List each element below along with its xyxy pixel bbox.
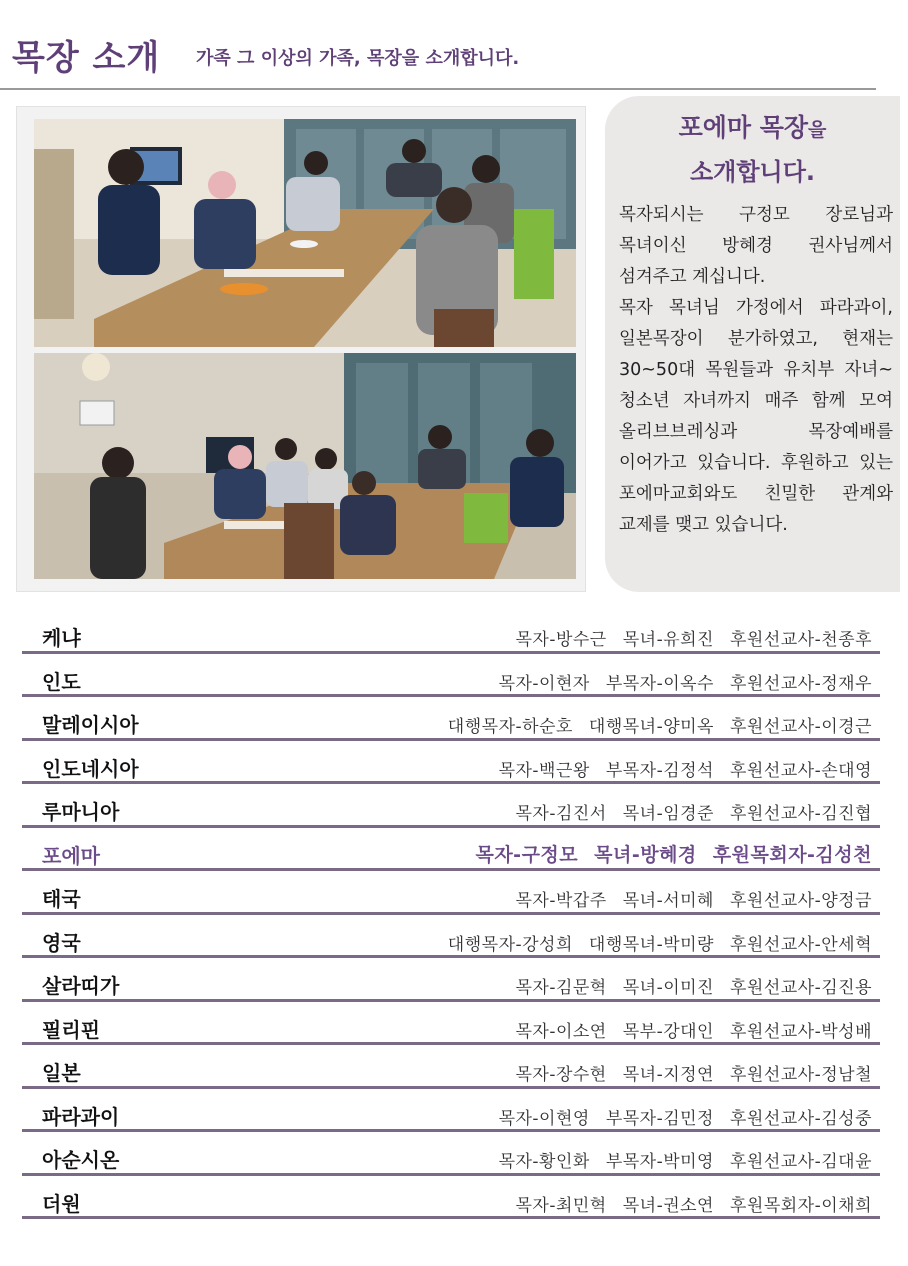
cell-roles (432, 930, 872, 955)
sponsor-missionary: 후원선교사-김대윤 (729, 1152, 872, 1172)
photo-frame (16, 106, 586, 592)
cell-row (22, 741, 880, 785)
cell-name: 영국 (42, 930, 81, 955)
page-header (0, 0, 908, 92)
sponsor-missionary: 후원선교사-정남철 (729, 1065, 872, 1085)
cell-row (22, 1176, 880, 1220)
cell-roles (499, 625, 872, 650)
gathering-photo-bottom (34, 353, 576, 579)
leader-role: 목녀-권소연 (622, 1195, 714, 1216)
cell-name: 케냐 (42, 626, 81, 650)
leader-role: 부목자-이옥수 (605, 673, 714, 694)
leader-role: 목녀-서미혜 (622, 891, 714, 911)
cell-name: 인도네시아 (42, 756, 139, 781)
sponsor-missionary: 후원선교사-박성배 (729, 1021, 872, 1042)
cell-name: 루마니아 (42, 800, 120, 824)
sponsor-missionary: 후원선교사-이경근 (729, 717, 872, 737)
leader-role: 부목자-김정석 (605, 760, 714, 781)
cell-name: 살라띠가 (42, 974, 120, 998)
leader-role: 대행목녀-양미옥 (588, 717, 714, 737)
cell-row (22, 1045, 880, 1089)
gathering-photo-top (34, 119, 576, 347)
page-title: 목장 소개 (12, 38, 161, 78)
cell-name: 아순시온 (42, 1148, 120, 1172)
sponsor-missionary: 후원선교사-정재우 (729, 673, 872, 694)
header-divider (0, 88, 876, 90)
poema-intro-card (605, 96, 900, 592)
cell-row (22, 1002, 880, 1046)
sponsor-missionary: 후원선교사-안세혁 (729, 934, 872, 955)
leader-role: 목녀-이미진 (622, 978, 714, 998)
cell-row (22, 1089, 880, 1133)
sponsor-missionary: 후원선교사-김진용 (729, 978, 872, 998)
leader-role: 목자-최민혁 (515, 1195, 607, 1216)
cell-row (22, 915, 880, 959)
sponsor-missionary: 후원선교사-김진협 (729, 804, 872, 824)
leader-role: 목녀-임경준 (622, 804, 714, 824)
cell-name: 포에마 (42, 843, 100, 868)
cell-name: 파라과이 (42, 1104, 120, 1129)
intro-heading-particle: 을 (808, 119, 827, 141)
leader-role: 대행목자-강성희 (447, 934, 573, 955)
leader-role: 목자-구정모 (475, 843, 579, 866)
intro-body (619, 200, 893, 541)
leader-role: 목자-김문혁 (515, 978, 607, 998)
cell-row (22, 1132, 880, 1176)
cell-roles (459, 840, 872, 867)
leader-role: 목자-이소연 (515, 1021, 607, 1042)
leader-role: 목녀-지정연 (622, 1065, 714, 1085)
cell-roles (499, 1191, 872, 1216)
sponsor-missionary: 후원선교사-천종후 (729, 630, 872, 650)
sponsor-missionary: 후원선교사-손대영 (729, 760, 872, 781)
leader-role: 목자-백근왕 (498, 760, 590, 781)
intro-paragraph-2: 목자 목녀님 가정에서 파라과이, 일본목장이 분가하였고, 현재는 30~50대 목원들과 유치부 자녀~청소년 자녀까지 매주 함께 모여 올리브브레싱과 목장예배를 이어가고 있습니다. 후원하고 있는 포에마교회와도 친밀한 관계와 교제를 맺고 있습니다. (619, 298, 893, 535)
leader-role: 부목자-박미영 (605, 1152, 714, 1172)
leader-role: 목자-장수현 (515, 1065, 607, 1085)
cell-roles (483, 669, 872, 694)
leader-role: 목자-이현영 (498, 1108, 590, 1129)
cell-row (22, 784, 880, 828)
leader-role: 목자-김진서 (515, 804, 607, 824)
cell-row (22, 871, 880, 915)
cell-roles (483, 1104, 872, 1129)
cell-name: 더원 (42, 1191, 81, 1216)
cell-group-list (22, 610, 880, 1219)
cell-name: 일본 (42, 1061, 81, 1085)
cell-name: 태국 (42, 887, 81, 911)
cell-roles (499, 799, 872, 824)
intro-heading-line2: 소개합니다. (689, 158, 816, 186)
cell-roles (432, 712, 872, 737)
intro-heading-main: 포에마 목장 (678, 113, 809, 142)
cell-row (22, 610, 880, 654)
leader-role: 목자-황인화 (498, 1152, 590, 1172)
cell-row (22, 828, 880, 872)
leader-role: 부목자-김민정 (605, 1108, 714, 1129)
leader-role: 목부-강대인 (622, 1021, 714, 1042)
cell-roles (483, 756, 872, 781)
leader-role: 대행목녀-박미량 (588, 934, 714, 955)
sponsor-missionary: 후원선교사-김성중 (729, 1108, 872, 1129)
cell-name: 말레이시아 (42, 713, 139, 737)
intro-heading (605, 108, 900, 144)
cell-name: 인도 (42, 669, 81, 694)
sponsor-missionary: 후원목회자-김성천 (712, 843, 872, 866)
cell-roles (499, 1017, 872, 1042)
leader-role: 목자-이현자 (498, 673, 590, 694)
sponsor-missionary: 후원목회자-이채희 (729, 1195, 872, 1216)
cell-roles (483, 1147, 872, 1172)
leader-role: 목녀-유희진 (622, 630, 714, 650)
cell-row (22, 654, 880, 698)
cell-row (22, 697, 880, 741)
cell-roles (499, 973, 872, 998)
leader-role: 대행목자-하순호 (447, 717, 573, 737)
intro-paragraph-1: 목자되시는 구정모 장로님과 목녀이신 방혜경 권사님께서 섬겨주고 계십니다. (619, 205, 893, 287)
sponsor-missionary: 후원선교사-양정금 (729, 891, 872, 911)
cell-roles (499, 886, 872, 911)
leader-role: 목녀-방혜경 (594, 843, 697, 866)
leader-role: 목자-방수근 (515, 630, 607, 650)
cell-roles (499, 1060, 872, 1085)
leader-role: 목자-박갑주 (515, 891, 607, 911)
cell-row (22, 958, 880, 1002)
page-subtitle: 가족 그 이상의 가족, 목장을 소개합니다. (196, 48, 520, 69)
cell-name: 필리핀 (42, 1017, 100, 1042)
